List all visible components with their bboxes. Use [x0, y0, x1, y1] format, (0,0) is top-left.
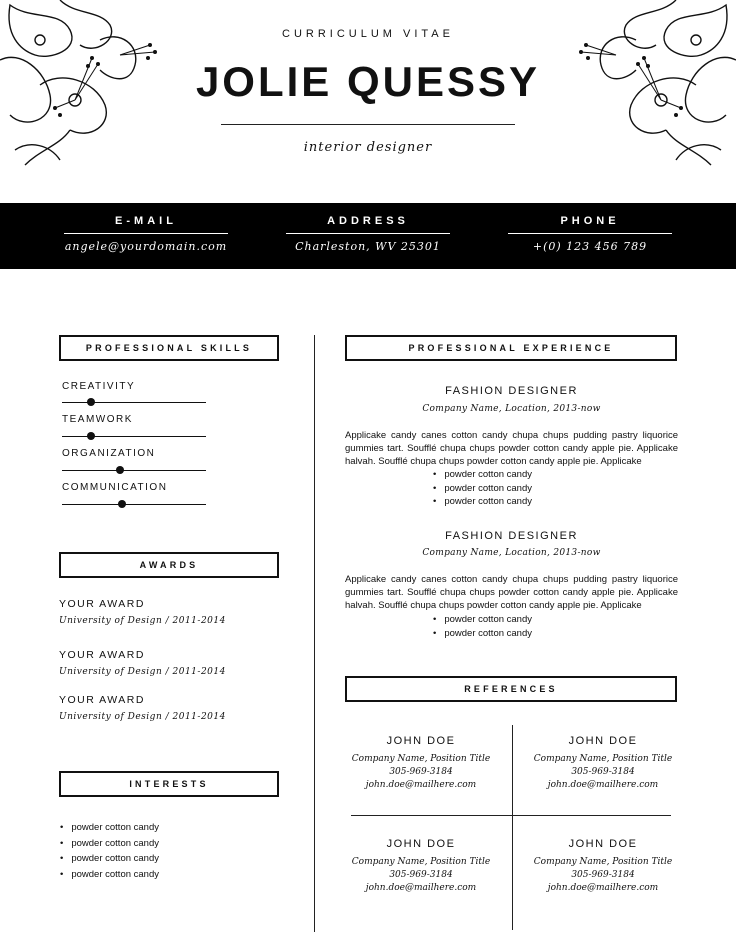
list-item: • powder cotton candy: [60, 836, 159, 852]
experience-heading: PROFESSIONAL EXPERIENCE: [345, 335, 677, 361]
reference-position: Company Name, Position Title: [533, 754, 673, 764]
column-divider: [314, 335, 315, 932]
reference-email[interactable]: john.doe@mailhere.com: [547, 780, 659, 790]
reference-card: [523, 735, 683, 792]
list-item: • powder cotton candy: [60, 820, 159, 836]
list-item: • powder cotton candy: [433, 627, 532, 641]
contact-label: ADDRESS: [327, 215, 409, 227]
skill-bar: [62, 470, 206, 471]
interests-heading: INTERESTS: [59, 771, 279, 797]
reference-email[interactable]: john.doe@mailhere.com: [547, 883, 659, 893]
list-item: • powder cotton candy: [60, 867, 159, 883]
contact-value: +(0) 123 456 789: [532, 240, 648, 253]
contact-value: Charleston, WV 25301: [295, 240, 441, 253]
job-description: Applicake candy canes cotton candy chupa chups pudding pastry liquorice gummies tart. Soufflé chupa chups powder cotton candy apple pie. Applicake halvah. Soufflé chupa chups powder cotton candy apple pie. Applicake: [345, 574, 678, 611]
reference-email[interactable]: john.doe@mailhere.com: [365, 883, 477, 893]
reference-phone: 305-969-3184: [571, 767, 635, 777]
job-company: Company Name, Location, 2013-now: [422, 404, 601, 414]
reference-name: JOHN DOE: [568, 735, 638, 747]
skill-name: COMMUNICATION: [62, 482, 168, 493]
skill-bar: [62, 504, 206, 505]
reference-position: Company Name, Position Title: [351, 754, 491, 764]
reference-position: Company Name, Position Title: [533, 857, 673, 867]
skill-level-marker: [116, 466, 124, 474]
reference-card: [523, 838, 683, 895]
reference-card: [341, 838, 501, 895]
references-divider-horizontal: [351, 815, 671, 816]
skill-bar: [62, 436, 206, 437]
contact-divider: [286, 233, 450, 234]
contact-divider: [508, 233, 672, 234]
job-title: FASHION DESIGNER: [445, 530, 578, 542]
name-divider: [221, 124, 515, 125]
contact-bar: [0, 203, 736, 269]
list-item: • powder cotton candy: [433, 613, 532, 627]
reference-phone: 305-969-3184: [571, 870, 635, 880]
award-title: YOUR AWARD: [59, 649, 145, 661]
reference-name: JOHN DOE: [386, 735, 456, 747]
list-item: • powder cotton candy: [433, 468, 532, 482]
list-item: • powder cotton candy: [60, 851, 159, 867]
skill-level-marker: [87, 432, 95, 440]
references-divider-vertical: [512, 725, 513, 930]
skill-name: TEAMWORK: [62, 414, 133, 425]
reference-phone: 305-969-3184: [389, 870, 453, 880]
job-role: interior designer: [303, 140, 433, 155]
skill-name: ORGANIZATION: [62, 448, 156, 459]
award-detail: University of Design / 2011-2014: [59, 616, 226, 626]
contact-address: [286, 203, 450, 253]
skill-name: CREATIVITY: [62, 381, 136, 392]
contact-divider: [64, 233, 228, 234]
job-bullets: [433, 468, 532, 509]
award-detail: University of Design / 2011-2014: [59, 712, 226, 722]
contact-label: PHONE: [560, 215, 620, 227]
job-title: FASHION DESIGNER: [445, 385, 578, 397]
reference-card: [341, 735, 501, 792]
reference-name: JOHN DOE: [386, 838, 456, 850]
job-bullets: [433, 613, 532, 640]
contact-email: [64, 203, 228, 253]
contact-value[interactable]: angele@yourdomain.com: [64, 240, 228, 253]
list-item: • powder cotton candy: [433, 495, 532, 509]
award-title: YOUR AWARD: [59, 694, 145, 706]
award-title: YOUR AWARD: [59, 598, 145, 610]
skill-bar: [62, 402, 206, 403]
reference-position: Company Name, Position Title: [351, 857, 491, 867]
list-item: • powder cotton candy: [433, 482, 532, 496]
skill-level-marker: [87, 398, 95, 406]
job-company: Company Name, Location, 2013-now: [422, 548, 601, 558]
person-name: JOLIE QUESSY: [195, 58, 541, 105]
skills-heading: PROFESSIONAL SKILLS: [59, 335, 279, 361]
reference-phone: 305-969-3184: [389, 767, 453, 777]
awards-heading: AWARDS: [59, 552, 279, 578]
reference-name: JOHN DOE: [568, 838, 638, 850]
job-description: Applicake candy canes cotton candy chupa chups pudding pastry liquorice gummies tart. Soufflé chupa chups powder cotton candy apple pie. Applicake halvah. Soufflé chupa chups powder cotton candy apple pie. Applicake: [345, 430, 678, 467]
skill-level-marker: [118, 500, 126, 508]
contact-phone: [508, 203, 672, 253]
interests-list: [60, 820, 159, 882]
reference-email[interactable]: john.doe@mailhere.com: [365, 780, 477, 790]
cv-label: CURRICULUM VITAE: [282, 28, 454, 40]
references-heading: REFERENCES: [345, 676, 677, 702]
award-detail: University of Design / 2011-2014: [59, 667, 226, 677]
contact-label: E-MAIL: [115, 215, 177, 227]
